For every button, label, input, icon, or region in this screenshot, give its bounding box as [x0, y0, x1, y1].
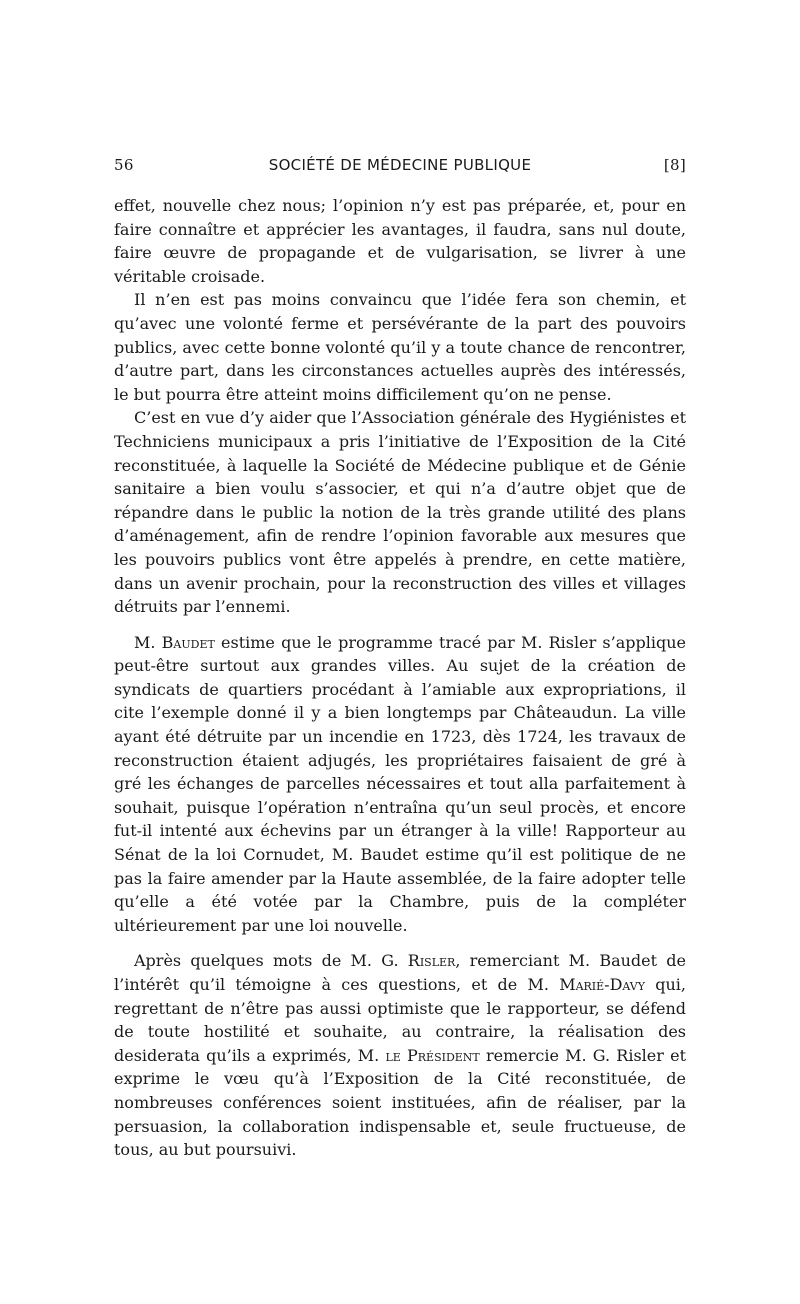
- page-number: 56: [114, 156, 134, 174]
- paragraph-text: , remerciant M. Baudet de l’intérêt qu’il témoigne à ces questions, et de M.: [114, 951, 687, 994]
- paragraph-text: remercie M. G. Risler et exprime le vœu qu’à l’Exposition de la Cité reconstituée, de nombreuses conférences soient instituées, afin de réaliser, par la persuasion, la collaboration indispensable et, seule fructueuse, de tous, au but poursuivi.: [114, 1045, 687, 1160]
- paragraph-text: estime que le programme tracé par M. Risler s’applique peut-être surtout aux grandes villes. Au sujet de la création de syndicats de quartiers procédant à l’amiable aux expropriations, il cite l’exemple donné il y a bien longtemps par Châteaudun. La ville ayant été détruite par un incendie en 1723, dès 1724, les travaux de reconstruction étaient adjugés, les propriétaires faisaient de gré à gré les échanges de parcelles nécessaires et tout alla parfaitement à souhait, puisque l’opération n’entraîna qu’un seul procès, et encore fut-il intenté aux échevins par un étranger à la ville! Rapporteur au Sénat de la loi Cornudet, M. Baudet estime qu’il est politique de ne pas la faire amender par la Haute assemblée, de la faire adopter telle qu’elle a été votée par la Chambre, puis de la compléter ultérieurement par une loi nouvelle.: [114, 632, 686, 935]
- speaker-name: le Président: [385, 1045, 480, 1065]
- running-header: [114, 156, 686, 180]
- paragraph: Il n’en est pas moins convaincu que l’idée fera son chemin, et qu’avec une volonté ferme et persévérante de la part des pouvoirs publics, avec cette bonne volonté qu’il y a toute chance de rencontrer, d’autre part, dans les circonstances actuelles auprès des intéressés, le but pourra être atteint moins difficilement qu’on ne pense.: [114, 290, 686, 404]
- speaker-name: M. Baudet: [134, 632, 215, 652]
- document-page: [114, 156, 686, 1162]
- paragraph-closing: [114, 949, 686, 1161]
- body-text: [114, 194, 686, 1162]
- paragraph-text: Après quelques mots de M. G.: [134, 951, 408, 971]
- speaker-name: Risler: [407, 951, 456, 971]
- paragraph-baudet: [114, 631, 686, 938]
- section-mark: [8]: [663, 156, 686, 174]
- speaker-name: Marié-Davy: [559, 975, 646, 994]
- running-title: SOCIÉTÉ DE MÉDECINE PUBLIQUE: [268, 156, 532, 174]
- paragraph: C’est en vue d’y aider que l’Association générale des Hygiénistes et Techniciens municipaux a pris l’initiative de l’Exposition de la Cité reconstituée, à laquelle la Société de Médecine publique et de Génie sanitaire a bien voulu s’associer, et qui n’a d’autre objet que de répandre dans le public la notion de la très grande utilité des plans d’aménagement, afin de rendre l’opinion favorable aux mesures que les pouvoirs publics vont être appelés à prendre, en cette matière, dans un avenir prochain, pour la reconstruction des villes et villages détruits par l’ennemi.: [114, 408, 686, 617]
- paragraph-text: qui, regrettant de n’être pas aussi optimiste que le rapporteur, se défend de toute hostilité et souhaite, au contraire, la réalisation des desiderata qu’ils a exprimés, M.: [114, 975, 687, 1065]
- paragraph-continuation: effet, nouvelle chez nous; l’opinion n’y est pas préparée, et, pour en faire connaître et apprécier les avantages, il faudra, sans nul doute, faire œuvre de propagande et de vulgarisation, se livrer à une véritable croisade.: [114, 196, 686, 286]
